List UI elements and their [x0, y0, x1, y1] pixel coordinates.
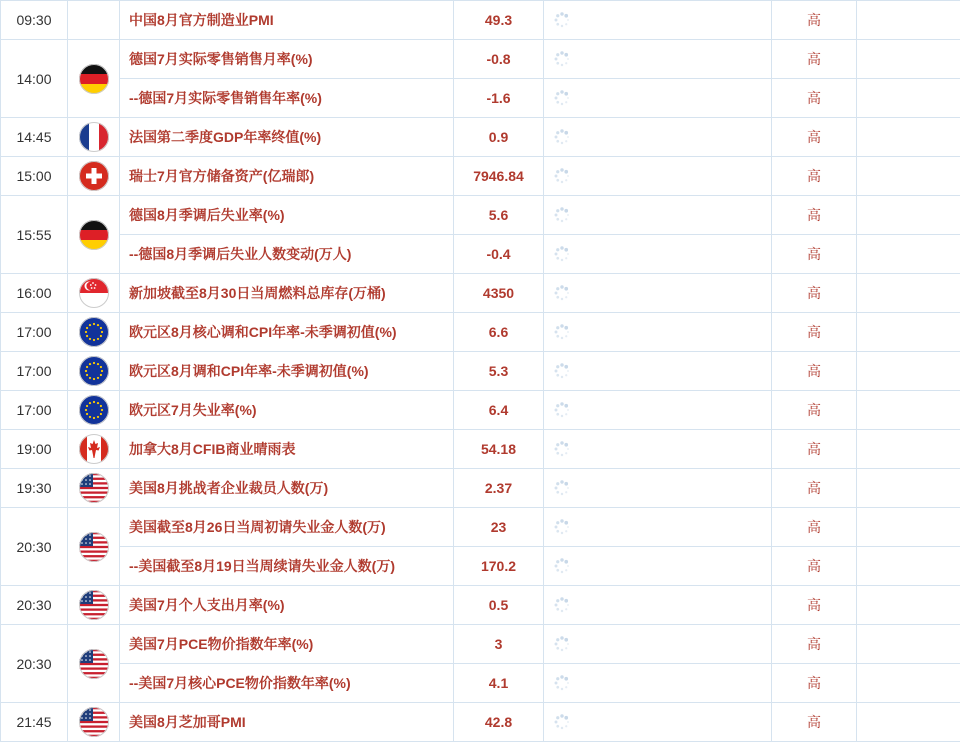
actual-value-loading — [544, 274, 772, 313]
previous-value: 4350 — [454, 274, 544, 313]
previous-value: 0.9 — [454, 118, 544, 157]
germany-flag-icon — [68, 40, 120, 118]
usa-flag-icon — [68, 508, 120, 586]
importance-badge: 高 — [772, 352, 857, 391]
loading-spinner-icon — [550, 89, 574, 107]
event-name-link[interactable]: 美国截至8月26日当周初请失业金人数(万) — [120, 508, 454, 547]
eurozone-flag-icon — [68, 313, 120, 352]
empty-column — [857, 196, 960, 235]
previous-value: 23 — [454, 508, 544, 547]
actual-value-loading — [544, 79, 772, 118]
event-name-link[interactable]: --德国7月实际零售销售年率(%) — [120, 79, 454, 118]
empty-column — [857, 586, 960, 625]
china-flag-icon — [68, 1, 120, 40]
calendar-row — [1, 469, 960, 508]
eurozone-flag-icon — [68, 391, 120, 430]
france-flag-icon — [68, 118, 120, 157]
calendar-row — [1, 703, 960, 742]
event-time: 17:00 — [1, 352, 68, 391]
empty-column — [857, 118, 960, 157]
event-time: 15:55 — [1, 196, 68, 274]
importance-badge: 高 — [772, 274, 857, 313]
previous-value: 49.3 — [454, 1, 544, 40]
calendar-row — [1, 79, 960, 118]
actual-value-loading — [544, 235, 772, 274]
previous-value: 5.3 — [454, 352, 544, 391]
empty-column — [857, 40, 960, 79]
empty-column — [857, 79, 960, 118]
empty-column — [857, 313, 960, 352]
event-time: 14:45 — [1, 118, 68, 157]
event-name-link[interactable]: 瑞士7月官方储备资产(亿瑞郎) — [120, 157, 454, 196]
usa-flag-icon — [68, 586, 120, 625]
previous-value: 6.4 — [454, 391, 544, 430]
actual-value-loading — [544, 586, 772, 625]
loading-spinner-icon — [550, 674, 574, 692]
actual-value-loading — [544, 703, 772, 742]
empty-column — [857, 625, 960, 664]
previous-value: 0.5 — [454, 586, 544, 625]
actual-value-loading — [544, 352, 772, 391]
loading-spinner-icon — [550, 50, 574, 68]
event-time: 20:30 — [1, 625, 68, 703]
switzerland-flag-icon — [68, 157, 120, 196]
empty-column — [857, 469, 960, 508]
empty-column — [857, 235, 960, 274]
previous-value: 6.6 — [454, 313, 544, 352]
event-time: 09:30 — [1, 1, 68, 40]
empty-column — [857, 352, 960, 391]
actual-value-loading — [544, 196, 772, 235]
empty-column — [857, 430, 960, 469]
previous-value: 4.1 — [454, 664, 544, 703]
loading-spinner-icon — [550, 479, 574, 497]
event-name-link[interactable]: 加拿大8月CFIB商业晴雨表 — [120, 430, 454, 469]
loading-spinner-icon — [550, 635, 574, 653]
event-name-link[interactable]: 德国8月季调后失业率(%) — [120, 196, 454, 235]
usa-flag-icon — [68, 703, 120, 742]
calendar-row — [1, 40, 960, 79]
canada-flag-icon — [68, 430, 120, 469]
actual-value-loading — [544, 664, 772, 703]
calendar-row — [1, 391, 960, 430]
event-name-link[interactable]: 法国第二季度GDP年率终值(%) — [120, 118, 454, 157]
event-time: 15:00 — [1, 157, 68, 196]
importance-badge: 高 — [772, 157, 857, 196]
event-time: 16:00 — [1, 274, 68, 313]
actual-value-loading — [544, 313, 772, 352]
event-name-link[interactable]: 美国8月芝加哥PMI — [120, 703, 454, 742]
loading-spinner-icon — [550, 167, 574, 185]
previous-value: 5.6 — [454, 196, 544, 235]
event-name-link[interactable]: 美国7月个人支出月率(%) — [120, 586, 454, 625]
importance-badge: 高 — [772, 235, 857, 274]
calendar-row — [1, 235, 960, 274]
eurozone-flag-icon — [68, 352, 120, 391]
calendar-row — [1, 313, 960, 352]
importance-badge: 高 — [772, 625, 857, 664]
loading-spinner-icon — [550, 128, 574, 146]
loading-spinner-icon — [550, 245, 574, 263]
loading-spinner-icon — [550, 362, 574, 380]
loading-spinner-icon — [550, 323, 574, 341]
importance-badge: 高 — [772, 547, 857, 586]
empty-column — [857, 703, 960, 742]
importance-badge: 高 — [772, 703, 857, 742]
actual-value-loading — [544, 547, 772, 586]
event-name-link[interactable]: --德国8月季调后失业人数变动(万人) — [120, 235, 454, 274]
calendar-row — [1, 547, 960, 586]
empty-column — [857, 391, 960, 430]
previous-value: -1.6 — [454, 79, 544, 118]
calendar-row — [1, 352, 960, 391]
event-name-link[interactable]: --美国7月核心PCE物价指数年率(%) — [120, 664, 454, 703]
importance-badge: 高 — [772, 391, 857, 430]
previous-value: 54.18 — [454, 430, 544, 469]
actual-value-loading — [544, 430, 772, 469]
event-time: 20:30 — [1, 586, 68, 625]
event-name-link[interactable]: 中国8月官方制造业PMI — [120, 1, 454, 40]
event-name-link[interactable]: 欧元区8月调和CPI年率-未季调初值(%) — [120, 352, 454, 391]
calendar-row — [1, 508, 960, 547]
importance-badge: 高 — [772, 313, 857, 352]
loading-spinner-icon — [550, 206, 574, 224]
importance-badge: 高 — [772, 196, 857, 235]
previous-value: 2.37 — [454, 469, 544, 508]
importance-badge: 高 — [772, 40, 857, 79]
previous-value: -0.8 — [454, 40, 544, 79]
importance-badge: 高 — [772, 508, 857, 547]
usa-flag-icon — [68, 469, 120, 508]
calendar-row — [1, 157, 960, 196]
empty-column — [857, 274, 960, 313]
previous-value: 3 — [454, 625, 544, 664]
event-name-link[interactable]: 美国7月PCE物价指数年率(%) — [120, 625, 454, 664]
usa-flag-icon — [68, 625, 120, 703]
calendar-row — [1, 664, 960, 703]
loading-spinner-icon — [550, 11, 574, 29]
loading-spinner-icon — [550, 557, 574, 575]
event-time: 14:00 — [1, 40, 68, 118]
empty-column — [857, 664, 960, 703]
previous-value: -0.4 — [454, 235, 544, 274]
calendar-row — [1, 586, 960, 625]
importance-badge: 高 — [772, 430, 857, 469]
event-name-link[interactable]: 欧元区8月核心调和CPI年率-未季调初值(%) — [120, 313, 454, 352]
importance-badge: 高 — [772, 79, 857, 118]
event-time: 17:00 — [1, 313, 68, 352]
actual-value-loading — [544, 1, 772, 40]
calendar-row — [1, 625, 960, 664]
event-time: 20:30 — [1, 508, 68, 586]
importance-badge: 高 — [772, 469, 857, 508]
importance-badge: 高 — [772, 586, 857, 625]
empty-column — [857, 1, 960, 40]
importance-badge: 高 — [772, 664, 857, 703]
loading-spinner-icon — [550, 284, 574, 302]
loading-spinner-icon — [550, 713, 574, 731]
calendar-row — [1, 196, 960, 235]
loading-spinner-icon — [550, 596, 574, 614]
importance-badge: 高 — [772, 118, 857, 157]
actual-value-loading — [544, 625, 772, 664]
event-time: 19:30 — [1, 469, 68, 508]
previous-value: 170.2 — [454, 547, 544, 586]
calendar-row — [1, 1, 960, 40]
importance-badge: 高 — [772, 1, 857, 40]
empty-column — [857, 157, 960, 196]
empty-column — [857, 508, 960, 547]
event-name-link[interactable]: 新加坡截至8月30日当周燃料总库存(万桶) — [120, 274, 454, 313]
loading-spinner-icon — [550, 401, 574, 419]
germany-flag-icon — [68, 196, 120, 274]
calendar-row — [1, 274, 960, 313]
event-name-link[interactable]: --美国截至8月19日当周续请失业金人数(万) — [120, 547, 454, 586]
event-time: 17:00 — [1, 391, 68, 430]
actual-value-loading — [544, 40, 772, 79]
event-name-link[interactable]: 美国8月挑战者企业裁员人数(万) — [120, 469, 454, 508]
empty-column — [857, 547, 960, 586]
loading-spinner-icon — [550, 518, 574, 536]
actual-value-loading — [544, 118, 772, 157]
calendar-row — [1, 430, 960, 469]
actual-value-loading — [544, 469, 772, 508]
actual-value-loading — [544, 391, 772, 430]
singapore-flag-icon — [68, 274, 120, 313]
event-time: 21:45 — [1, 703, 68, 742]
previous-value: 42.8 — [454, 703, 544, 742]
actual-value-loading — [544, 508, 772, 547]
previous-value: 7946.84 — [454, 157, 544, 196]
event-name-link[interactable]: 欧元区7月失业率(%) — [120, 391, 454, 430]
loading-spinner-icon — [550, 440, 574, 458]
event-time: 19:00 — [1, 430, 68, 469]
calendar-row — [1, 118, 960, 157]
actual-value-loading — [544, 157, 772, 196]
event-name-link[interactable]: 德国7月实际零售销售月率(%) — [120, 40, 454, 79]
